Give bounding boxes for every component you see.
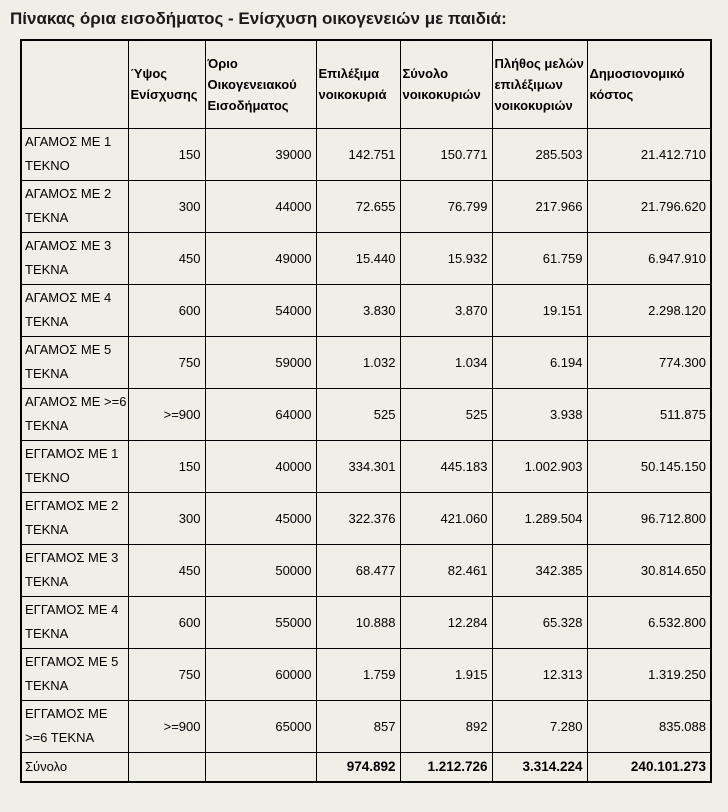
row-label: ΑΓΑΜΟΣ ΜΕ 4 ΤΕΚΝΑ [21,284,128,336]
cell-value: 150 [128,128,205,180]
table-row [21,596,711,648]
cell-value: 49000 [205,232,316,284]
cell-value: 774.300 [587,336,711,388]
cell-value: 12.313 [492,648,587,700]
cell-value: 15.932 [400,232,492,284]
row-label: ΑΓΑΜΟΣ ΜΕ 2 ΤΕΚΝΑ [21,180,128,232]
cell-value: 50000 [205,544,316,596]
header-fiscal-cost: Δημοσιονομικό κόστος [587,40,711,128]
table-row [21,700,711,752]
cell-value: >=900 [128,700,205,752]
cell-value: 1.212.726 [400,752,492,782]
table-row [21,388,711,440]
cell-value: 835.088 [587,700,711,752]
cell-value: 511.875 [587,388,711,440]
cell-value: 21.796.620 [587,180,711,232]
table-row [21,180,711,232]
cell-value: 445.183 [400,440,492,492]
cell-value: 1.319.250 [587,648,711,700]
cell-value: 3.870 [400,284,492,336]
cell-value: 342.385 [492,544,587,596]
cell-value: 3.314.224 [492,752,587,782]
row-label: ΕΓΓΑΜΟΣ ΜΕ 5 ΤΕΚΝΑ [21,648,128,700]
cell-value: 10.888 [316,596,400,648]
row-label: ΕΓΓΑΜΟΣ ΜΕ 2 ΤΕΚΝΑ [21,492,128,544]
cell-value: 2.298.120 [587,284,711,336]
cell-value: 76.799 [400,180,492,232]
cell-value: 39000 [205,128,316,180]
cell-value: 217.966 [492,180,587,232]
cell-value: 6.194 [492,336,587,388]
cell-value: 142.751 [316,128,400,180]
cell-value: 72.655 [316,180,400,232]
cell-value: >=900 [128,388,205,440]
cell-value: 54000 [205,284,316,336]
cell-value: 50.145.150 [587,440,711,492]
table-row [21,284,711,336]
cell-value: 750 [128,648,205,700]
header-aid-amount: Ύψος Ενίσχυσης [128,40,205,128]
table-row [21,128,711,180]
table-row [21,440,711,492]
cell-value: 892 [400,700,492,752]
cell-value: 3.938 [492,388,587,440]
cell-value: 600 [128,596,205,648]
total-row-label: Σύνολο [21,752,128,782]
cell-value [128,752,205,782]
cell-value: 15.440 [316,232,400,284]
cell-value: 1.002.903 [492,440,587,492]
cell-value: 857 [316,700,400,752]
cell-value: 65.328 [492,596,587,648]
cell-value: 55000 [205,596,316,648]
cell-value: 68.477 [316,544,400,596]
header-total-households: Σύνολο νοικοκυριών [400,40,492,128]
cell-value: 64000 [205,388,316,440]
cell-value: 450 [128,232,205,284]
cell-value: 44000 [205,180,316,232]
cell-value: 150.771 [400,128,492,180]
cell-value: 6.532.800 [587,596,711,648]
cell-value: 65000 [205,700,316,752]
header-empty [21,40,128,128]
cell-value: 600 [128,284,205,336]
cell-value: 525 [316,388,400,440]
cell-value: 421.060 [400,492,492,544]
row-label: ΕΓΓΑΜΟΣ ΜΕ >=6 ΤΕΚΝΑ [21,700,128,752]
header-eligible-households: Επιλέξιμα νοικοκυριά [316,40,400,128]
cell-value: 60000 [205,648,316,700]
cell-value: 974.892 [316,752,400,782]
row-label: ΕΓΓΑΜΟΣ ΜΕ 4 ΤΕΚΝΑ [21,596,128,648]
header-income-limit: Όριο Οικογενειακού Εισοδήματος [205,40,316,128]
cell-value: 285.503 [492,128,587,180]
cell-value: 322.376 [316,492,400,544]
row-label: ΕΓΓΑΜΟΣ ΜΕ 3 ΤΕΚΝΑ [21,544,128,596]
cell-value: 525 [400,388,492,440]
cell-value: 3.830 [316,284,400,336]
cell-value: 12.284 [400,596,492,648]
cell-value: 30.814.650 [587,544,711,596]
cell-value: 7.280 [492,700,587,752]
cell-value: 1.289.504 [492,492,587,544]
cell-value: 82.461 [400,544,492,596]
table-row [21,648,711,700]
cell-value: 1.759 [316,648,400,700]
row-label: ΑΓΑΜΟΣ ΜΕ 5 ΤΕΚΝΑ [21,336,128,388]
cell-value: 45000 [205,492,316,544]
cell-value [205,752,316,782]
cell-value: 240.101.273 [587,752,711,782]
cell-value: 750 [128,336,205,388]
cell-value: 1.915 [400,648,492,700]
table-row [21,336,711,388]
page-title: Πίνακας όρια εισοδήματος - Ενίσχυση οικογενειών με παιδιά: [10,9,507,28]
table-row [21,232,711,284]
cell-value: 96.712.800 [587,492,711,544]
row-label: ΑΓΑΜΟΣ ΜΕ 1 ΤΕΚΝΟ [21,128,128,180]
cell-value: 1.032 [316,336,400,388]
income-limits-table [20,39,712,783]
cell-value: 6.947.910 [587,232,711,284]
header-row [21,40,711,128]
cell-value: 59000 [205,336,316,388]
cell-value: 450 [128,544,205,596]
cell-value: 1.034 [400,336,492,388]
cell-value: 21.412.710 [587,128,711,180]
header-members-count: Πλήθος μελών επιλέξιμων νοικοκυριών [492,40,587,128]
row-label: ΑΓΑΜΟΣ ΜΕ >=6 ΤΕΚΝΑ [21,388,128,440]
cell-value: 334.301 [316,440,400,492]
table-row [21,544,711,596]
total-row [21,752,711,782]
cell-value: 61.759 [492,232,587,284]
row-label: ΕΓΓΑΜΟΣ ΜΕ 1 ΤΕΚΝΟ [21,440,128,492]
cell-value: 40000 [205,440,316,492]
cell-value: 300 [128,492,205,544]
cell-value: 150 [128,440,205,492]
cell-value: 300 [128,180,205,232]
row-label: ΑΓΑΜΟΣ ΜΕ 3 ΤΕΚΝΑ [21,232,128,284]
cell-value: 19.151 [492,284,587,336]
table-row [21,492,711,544]
